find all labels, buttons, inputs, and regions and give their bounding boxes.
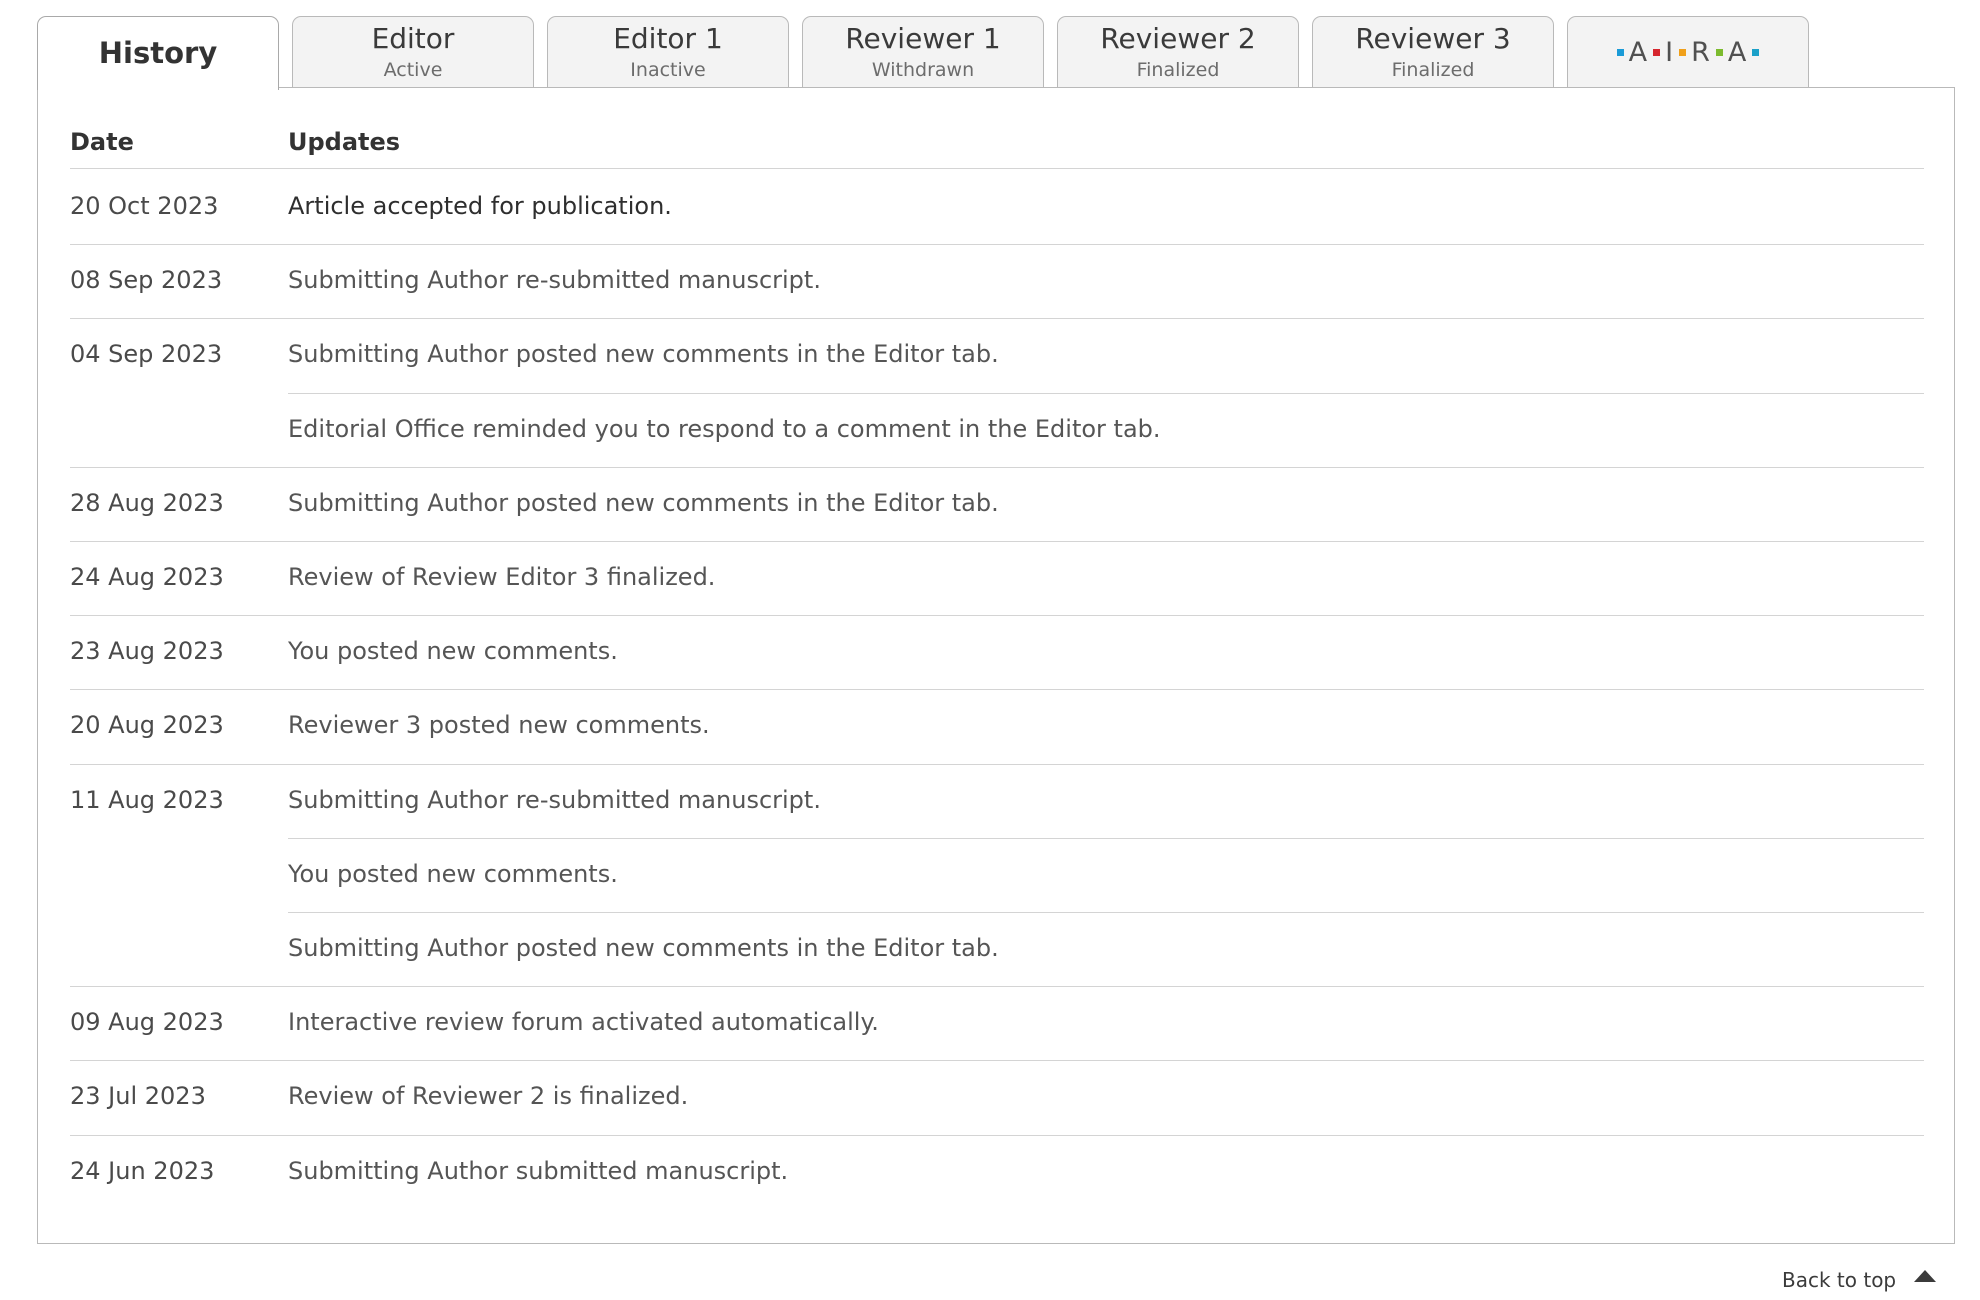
history-update-text: Submitting Author re-submitted manuscript.: [288, 785, 821, 814]
row-divider: [70, 541, 1924, 542]
history-update-text: Editorial Office reminded you to respond to a comment in the Editor tab.: [288, 414, 1161, 443]
row-divider: [70, 1135, 1924, 1136]
aira-square-2: [1653, 49, 1660, 56]
tab-reviewer-1[interactable]: [802, 16, 1044, 88]
row-divider: [70, 244, 1924, 245]
tab-history-label: History: [98, 36, 218, 70]
up-arrow-icon[interactable]: [1914, 1270, 1936, 1282]
history-date: 23 Aug 2023: [70, 637, 224, 666]
history-date: 23 Jul 2023: [70, 1082, 206, 1111]
aira-logo-icon: [1568, 17, 1808, 87]
history-update-text: Submitting Author posted new comments in the Editor tab.: [288, 488, 999, 517]
history-update-text: Submitting Author re-submitted manuscript.: [288, 266, 821, 295]
history-panel: [37, 87, 1955, 1244]
row-divider: [70, 689, 1924, 690]
history-date: 24 Jun 2023: [70, 1156, 215, 1185]
tab-reviewer-2-label: Reviewer 2: [1100, 22, 1256, 55]
row-divider: [70, 986, 1924, 987]
row-divider: [70, 1060, 1924, 1061]
tab-reviewer-3-label: Reviewer 3: [1355, 22, 1511, 55]
row-divider: [288, 393, 1924, 394]
aira-letter-a2: A: [1727, 36, 1748, 68]
history-update-text: Review of Review Editor 3 finalized.: [288, 563, 716, 591]
aira-letter-a: A: [1628, 36, 1649, 68]
back-to-top-link[interactable]: Back to top: [1782, 1268, 1897, 1292]
history-update-text: Article accepted for publication.: [288, 192, 672, 220]
tab-history[interactable]: [37, 16, 279, 90]
history-update-text: Submitting Author posted new comments in the Editor tab.: [288, 340, 999, 369]
aira-square-5: [1752, 49, 1759, 56]
aira-square-3: [1679, 49, 1686, 56]
history-update-text: Interactive review forum activated automatically.: [288, 1008, 879, 1037]
row-divider: [288, 838, 1924, 839]
aira-letter-i: I: [1665, 36, 1675, 68]
history-date: 24 Aug 2023: [70, 563, 224, 591]
history-update-text: Review of Reviewer 2 is finalized.: [288, 1082, 689, 1111]
tab-reviewer-3[interactable]: [1312, 16, 1554, 88]
tab-editor-1-label: Editor 1: [613, 22, 723, 55]
history-update-text: You posted new comments.: [288, 637, 618, 666]
tab-reviewer-2-status: Finalized: [1136, 59, 1220, 81]
tab-editor-1[interactable]: [547, 16, 789, 88]
history-date: 09 Aug 2023: [70, 1008, 224, 1037]
history-update-text: You posted new comments.: [288, 859, 618, 888]
tab-aira[interactable]: [1567, 16, 1809, 88]
tab-editor-status: Active: [383, 59, 443, 81]
tab-reviewer-1-label: Reviewer 1: [845, 22, 1001, 55]
header-updates: Updates: [288, 128, 401, 156]
tab-reviewer-2[interactable]: [1057, 16, 1299, 88]
history-date: 20 Oct 2023: [70, 192, 219, 220]
tab-editor-label: Editor: [371, 22, 455, 55]
history-update-text: Reviewer 3 posted new comments.: [288, 711, 710, 740]
tab-editor-1-status: Inactive: [630, 59, 706, 81]
tab-reviewer-1-status: Withdrawn: [871, 59, 975, 81]
history-update-text: Submitting Author posted new comments in the Editor tab.: [288, 934, 999, 962]
history-date: 11 Aug 2023: [70, 785, 224, 814]
tab-bar: [0, 0, 1980, 90]
row-divider: [70, 764, 1924, 765]
history-date: 20 Aug 2023: [70, 711, 224, 740]
tab-reviewer-3-status: Finalized: [1391, 59, 1475, 81]
history-update-text: Submitting Author submitted manuscript.: [288, 1156, 789, 1185]
tab-editor[interactable]: [292, 16, 534, 88]
history-date: 28 Aug 2023: [70, 488, 224, 517]
row-divider: [288, 912, 1924, 913]
row-divider: [70, 467, 1924, 468]
row-divider: [70, 318, 1924, 319]
aira-letter-r: R: [1691, 36, 1711, 68]
history-date: 04 Sep 2023: [70, 340, 223, 369]
header-date: Date: [70, 128, 134, 156]
aira-square-4: [1716, 49, 1723, 56]
history-date: 08 Sep 2023: [70, 266, 223, 295]
aira-square-1: [1617, 49, 1624, 56]
history-table-header: [70, 122, 1924, 169]
row-divider: [70, 615, 1924, 616]
